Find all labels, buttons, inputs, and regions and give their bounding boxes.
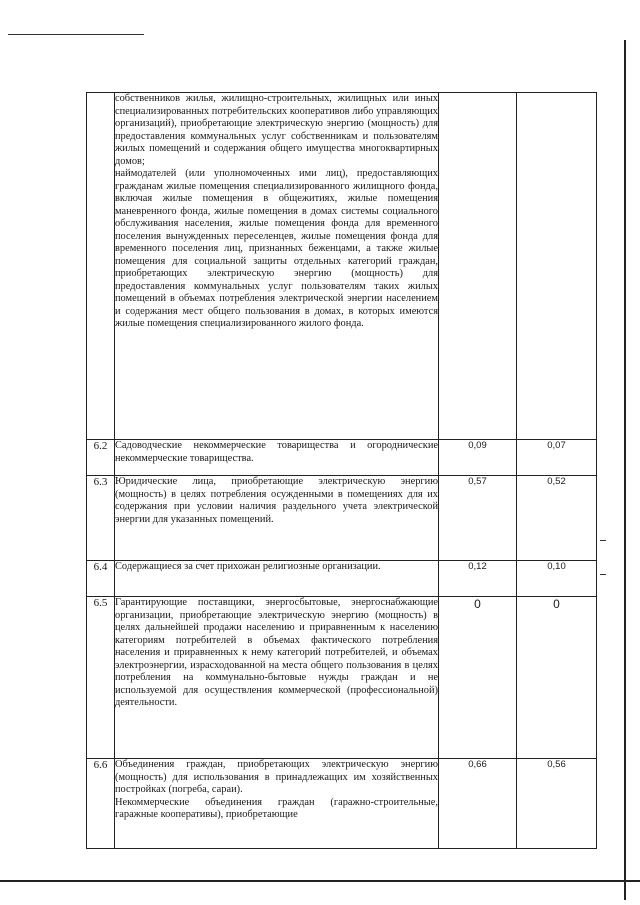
- value-col-2: 0,52: [517, 476, 597, 561]
- value-col-1: 0,12: [439, 561, 517, 597]
- row-paragraph: Содержащиеся за счет прихожан религиозные организации.: [115, 561, 381, 572]
- row-number: 6.4: [87, 561, 115, 597]
- scan-margin-tick: [600, 540, 606, 541]
- row-number: 6.3: [87, 476, 115, 561]
- row-paragraph: Гарантирующие поставщики, энергосбытовые, энергоснабжающие организации, приобретающие электрическую энергию (мощность) в целях дальнейшей продажи населению и приравненным к населению категориям потребителей в объемах фактического потребления населения и приравненных к нему категорий потребителей, и объемах электроэнергии, израсходованной на места общего пользования в целях потребления на коммунально-бытовые нужды граждан и не используемой для осуществления коммерческой (профессиональной) деятельности.: [115, 597, 438, 708]
- value-col-1: 0,66: [439, 759, 517, 849]
- value-col-2: [517, 93, 597, 440]
- table-row: [87, 759, 597, 849]
- scan-right-edge: [624, 40, 626, 900]
- table-row: [87, 476, 597, 561]
- table-row: [87, 561, 597, 597]
- row-number: 6.6: [87, 759, 115, 849]
- row-description: [115, 476, 439, 561]
- row-number: [87, 93, 115, 440]
- row-number: 6.2: [87, 440, 115, 476]
- value-col-2: 0,10: [517, 561, 597, 597]
- value-col-2: 0,56: [517, 759, 597, 849]
- row-description: [115, 440, 439, 476]
- row-paragraph: наймодателей (или уполномоченных ими лиц), предоставляющих гражданам жилые помещения специализированного жилищного фонда, включая жилые помещения в общежитиях, жилые помещения маневренного фонда, жилые помещения в домах системы социального обслуживания населения, жилые помещения фонда для временного поселения вынужденных переселенцев, жилые помещения фонда для временного поселения лиц, признанных беженцами, а также жилые помещения для социальной защиты отдельных категорий граждан, приобретающих электрическую энергию (мощность) для предоставления коммунальных услуг пользователям таких жилых помещений в объемах потребления электрической энергии населением и содержания мест общего пользования в домах, в которых имеются жилые помещения специализированного жилого фонда.: [115, 168, 438, 329]
- row-description: [115, 597, 439, 759]
- row-paragraph: Объединения граждан, приобретающих электрическую энергию (мощность) для использования в принадлежащих им хозяйственных постройках (погреба, сараи).: [115, 759, 438, 795]
- value-col-2: 0: [517, 597, 597, 759]
- scan-top-rule: [8, 34, 144, 35]
- row-paragraph: собственников жилья, жилищно-строительных, жилищных или иных специализированных потребительских кооперативов либо управляющих организаций), приобретающие электрическую энергию (мощность) для предоставления коммунальных услуг собственникам и пользователям жилых помещений и содержания общего имущества многоквартирных домов;: [115, 93, 438, 167]
- row-description: [115, 561, 439, 597]
- value-col-1: 0: [439, 597, 517, 759]
- row-paragraph: Садоводческие некоммерческие товарищества и огороднические некоммерческие товарищества.: [115, 440, 438, 464]
- row-description: [115, 93, 439, 440]
- value-col-1: 0,57: [439, 476, 517, 561]
- tariff-table: [86, 92, 597, 849]
- row-paragraph: Юридические лица, приобретающие электрическую энергию (мощность) в целях потребления осужденными в помещениях для их содержания при условии наличия раздельного учета электрической энергии для указанных помещений.: [115, 476, 438, 525]
- value-col-1: 0,09: [439, 440, 517, 476]
- scan-margin-tick: [600, 574, 606, 575]
- value-col-1: [439, 93, 517, 440]
- table-row: [87, 440, 597, 476]
- row-paragraph: Некоммерческие объединения граждан (гаражно-строительные, гаражные кооперативы), приобретающие: [115, 796, 438, 820]
- value-col-2: 0,07: [517, 440, 597, 476]
- table-row: [87, 597, 597, 759]
- table-row: [87, 93, 597, 440]
- scan-bottom-edge: [0, 880, 640, 882]
- row-description: [115, 759, 439, 849]
- row-number: 6.5: [87, 597, 115, 759]
